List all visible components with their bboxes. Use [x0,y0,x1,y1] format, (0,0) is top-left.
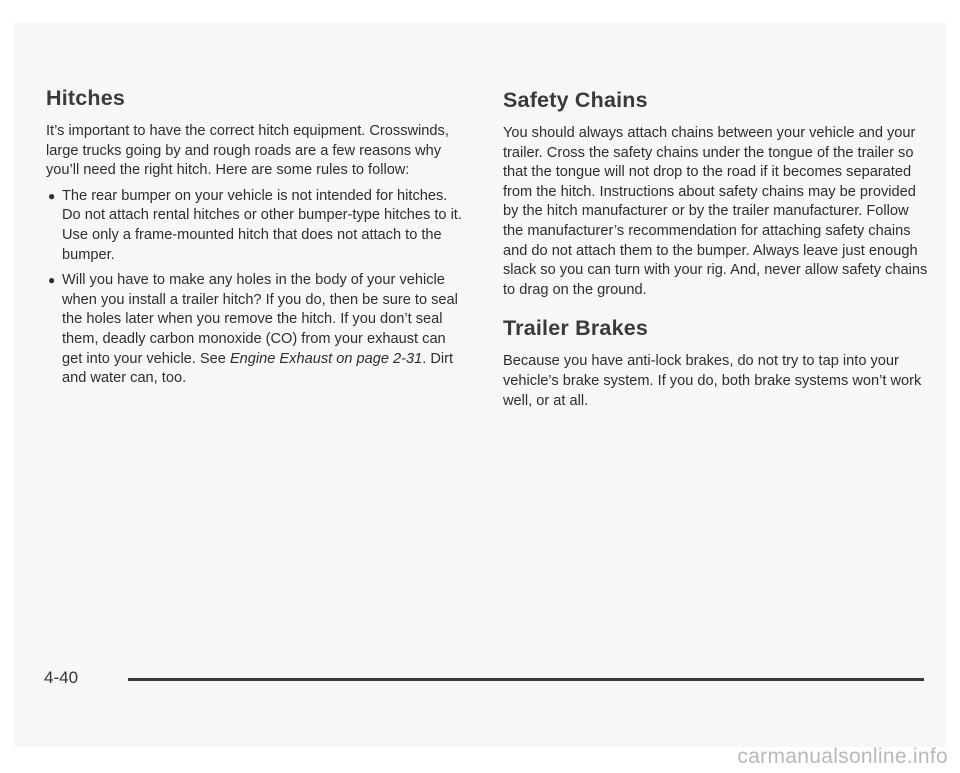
cross-reference-link[interactable]: Engine Exhaust on page 2-31 [229,350,423,367]
list-item [46,271,466,389]
trailer-brakes-paragraph: Because you have anti-lock brakes, do not try to tap into your vehicle’s brake system. If you do, both brake systems won’t work well, or at all. [503,353,922,409]
safety-chains-paragraph: You should always attach chains between your vehicle and your trailer. Cross the safety chains under the tongue of the trailer so that the tongue will not drop to the road if it becomes separated from the hitch. Instructions about safety chains may be provided by the hitch manufacturer or by the trailer manufacturer. Follow the manufacturer’s recommendation for attaching safety chains and do not attach them to the bumper. Always leave just enough slack so you can turn with your rig. And, never allow safety chains to drag on the ground. [503,125,928,298]
trailer-brakes-heading: Trailer Brakes [503,316,649,341]
bullet-text-end: . Dirt and water can, too. [62,350,454,387]
watermark: carmanualsonline.info [737,745,948,768]
hitches-intro: It’s important to have the correct hitch equipment. Crosswinds, large trucks going by and rough roads are a few reasons why you’ll need the right hitch. Here are some rules to follow: [46,123,449,179]
hitch-rules-list [46,187,466,389]
bullet-text: Will you have to make any holes in the body of your vehicle when you install a trailer hitch? If you do, then be sure to seal the holes later when you remove the hitch. If you don’t seal them, deadly carbon monoxide (CO) from your exhaust can get into your vehicle. See [62,272,458,367]
list-item [46,187,466,265]
footer-rule [128,678,924,681]
hitches-heading: Hitches [46,86,126,110]
bullet-icon: ● [48,273,56,288]
bullet-text: The rear bumper on your vehicle is not intended for hitches. Do not attach rental hitches or other bumper-type hitches to it. Use only a frame-mounted hitch that does not attach to the bumper. [62,187,462,263]
left-column [46,86,466,389]
page-number: 4-40 [44,668,79,687]
safety-chains-heading: Safety Chains [503,88,648,112]
bullet-icon: ● [48,188,56,203]
right-column [503,86,928,411]
